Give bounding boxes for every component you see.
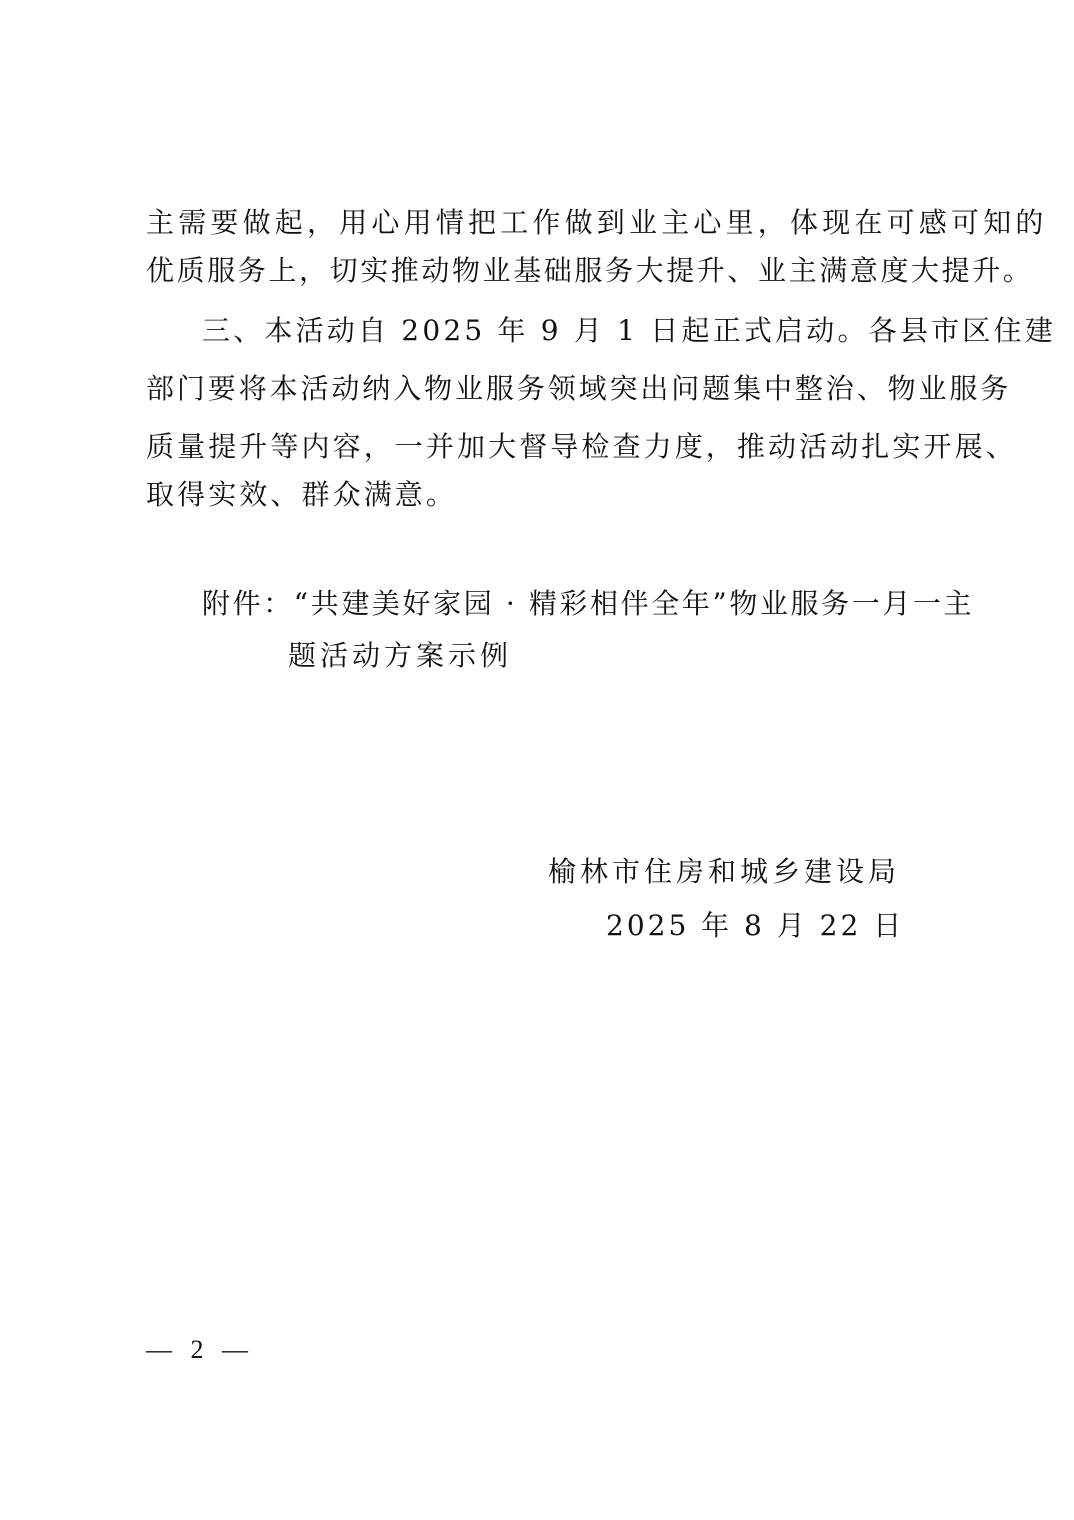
body-line-2: 优质服务上，切实推动物业基础服务大提升、业主满意度大提升。 [146, 254, 1034, 287]
body-line-4: 部门要将本活动纳入物业服务领域突出问题集中整治、物业服务 [146, 372, 1012, 405]
attachment-line-2: 题活动方案示例 [288, 639, 513, 672]
signature-date: 2025 年 8 月 22 日 [606, 909, 905, 942]
signature-organization: 榆林市住房和城乡建设局 [548, 855, 901, 888]
body-line-5: 质量提升等内容，一并加大督导检查力度，推动活动扎实开展、 [146, 430, 1017, 463]
attachment-line-1: 附件：“共建美好家园 · 精彩相伴全年”物业服务一月一主 [202, 587, 975, 620]
body-line-6: 取得实效、群众满意。 [146, 478, 458, 511]
body-line-3: 三、本活动自 2025 年 9 月 1 日起正式启动。各县市区住建 [202, 314, 1056, 347]
body-line-1: 主需要做起，用心用情把工作做到业主心里，体现在可感可知的 [146, 206, 1048, 239]
page-number: — 2 — [146, 1335, 254, 1364]
